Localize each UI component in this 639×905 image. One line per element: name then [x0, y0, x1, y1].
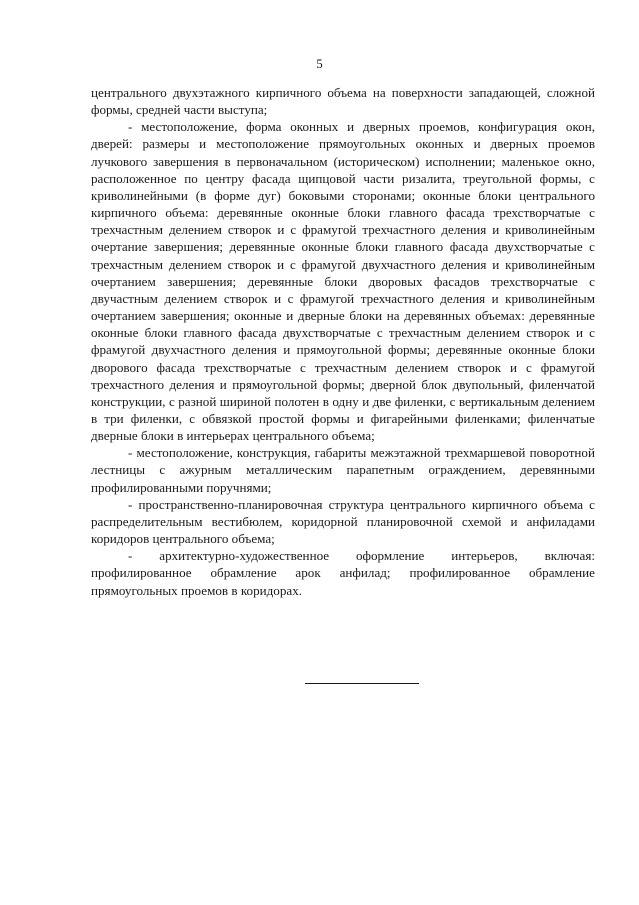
paragraph-interior-decoration: - архитектурно-художественное оформление интерьеров, включая: профилированное обрамление арок анфилад; профилированное обрамление прямоугольных проемов в коридорах.: [91, 548, 595, 598]
paragraph-spatial-structure: - пространственно-планировочная структура центрального кирпичного объема с распределительным вестибюлем, коридорной планировочной схемой и анфиладами коридоров центрального объема;: [91, 496, 595, 547]
paragraph-continuation: центрального двухэтажного кирпичного объема на поверхности западающей, сложной формы, средней части выступа;: [91, 85, 595, 118]
paragraph-staircase: - местоположение, конструкция, габариты межэтажной трехмаршевой поворотной лестницы с ажурным металлическим парапетным ограждением, деревянными профилированными поручнями;: [91, 445, 595, 495]
end-divider-line: [305, 683, 419, 684]
paragraph-window-door-openings: - местоположение, форма оконных и дверных проемов, конфигурация окон, дверей: размеры и местоположение прямоугольных оконных и дверных проемов лучкового завершения в первоначальном (историческом) исполнении; маленькое окно, расположенное по центру фасада щипцовой части ризалита, треугольной формы, с криволинейными (в форме дуг) боковыми сторонами; оконные блоки центрального кирпичного объема: деревянные оконные блоки главного фасада трехстворчатые с трехчастным делением створок и с фрамугой трехчастного деления и криволинейным очертание завершения; деревянные оконные блоки главного фасада двухстворчатые с трехчастным делением створок и с фрамугой двухчастного деления и криволинейным очертанием завершения; деревянные блоки дворовых фасадов трехстворчатые с двучастным делением створок и с фрамугой трехчастного деления и криволинейным очертанием завершения; оконные и дверные блоки на деревянных объемах: деревянные оконные блоки главного фасада двухстворчатые с трехчастным делением створок и с фрамугой двухчастного деления и прямоугольной формы; деревянные оконные блоки дворового фасада трехстворчатые с трехчастным делением створок и с фрамугой трехчастного деления и прямоугольной формы; дверной блок двупольный, филенчатой конструкции, с разной шириной полотен в одну и две филенки, с вертикальным делением в три филенки, с обвязкой простой формы и фигарейными филенками; филенчатые дверные блоки в интерьерах центрального объема;: [91, 119, 595, 444]
document-body: [91, 84, 595, 599]
page-number: 5: [316, 56, 323, 71]
